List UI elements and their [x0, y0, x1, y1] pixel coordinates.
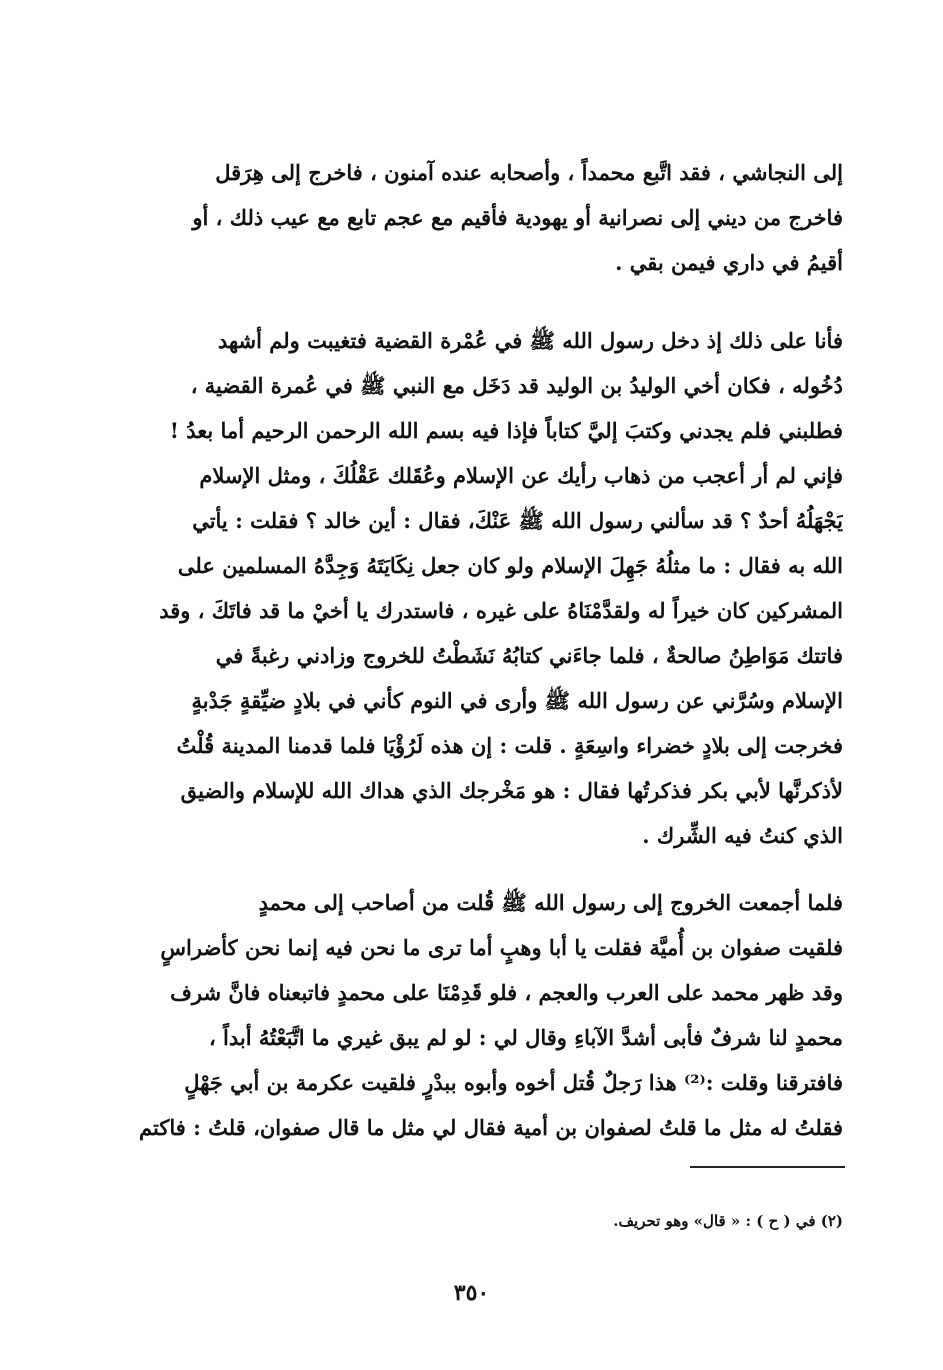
- paragraph-line: إلى النجاشي ، فقد اتَّبع محمداً ، وأصحابه عنده آمنون ، فاخرج إلى هِرَقل: [215, 160, 843, 185]
- paragraph-line: يَجْهَلُهُ أحدٌ ؟ قد سألني رسول الله ﷺ عَنْكَ، فقال : أين خالد ؟ فقلت : يأتي: [192, 508, 843, 533]
- paragraph-line: فلقيت صفوان بن أُميَّة فقلت يا أبا وهبٍ أما ترى ما نحن فيه إنما نحن كأضراسٍ: [160, 935, 843, 960]
- paragraph-line: فقلتُ له مثل ما قلتُ لصفوان بن أمية فقال لي مثل ما قال صفوان، قلتُ : فاكتم: [139, 1115, 843, 1140]
- paragraph-line: فأنا على ذلك إذ دخل رسول الله ﷺ في عُمْرة القضية فتغيبت ولم أشهد: [217, 328, 843, 353]
- paragraph-2: [98, 318, 843, 858]
- paragraph-line: دُخُوله ، فكان أخي الوليدُ بن الوليد قد دَخَل مع النبي ﷺ في عُمرة القضية ،: [190, 373, 843, 398]
- paragraph-line: محمدٍ لنا شرفٌ فأبى أشدَّ الآباءِ وقال لي : لو لم يبق غيري ما اتَّبَعْتُهُ أبداً ،: [208, 1025, 843, 1050]
- paragraph-line: فإني لم أر أعجب من ذهاب رأيك عن الإسلام وعُقَلك عَقْلُكَ ، ومثل الإسلام: [199, 463, 843, 488]
- paragraph-line: المشركين كان خيراً له ولقدَّمْنَاهُ على غيره ، فاستدرك يا أخيْ ما قد فاتَكَ ، وقد: [159, 598, 843, 623]
- paragraph-1: [98, 150, 843, 285]
- page-number: ٣٥٠: [453, 1280, 490, 1306]
- paragraph-line: فاتتك مَوَاطِنُ صالحةٌ ، فلما جاءَني كتابُهُ نَشَطْتُ للخروج وزادني رغبةً في: [215, 643, 843, 668]
- paragraph-line: فلما أجمعت الخروج إلى رسول الله ﷺ قُلت من أصاحب إلى محمدٍ: [258, 890, 843, 915]
- footnote-separator: [690, 1166, 845, 1168]
- paragraph-line: لأذكرنَّها لأبي بكر فذكرتُها فقال : هو مَخْرجك الذي هداك الله للإسلام والضيق: [180, 778, 843, 803]
- paragraph-line: فطلبني فلم يجدني وكتبَ إليَّ كتاباً فإذا فيه بسم الله الرحمن الرحيم أما بعدُ !: [169, 418, 843, 443]
- paragraph-line: فافترقنا وقلت :⁽²⁾ هذا رَجلٌ قُتل أخوه وأبوه ببدْرٍ فلقيت عكرمة بن أبي جَهْلٍ: [184, 1070, 843, 1095]
- footnote: (٢) في ( ح ) : « قال» وهو تحريف.: [613, 1212, 843, 1230]
- paragraph-3: [98, 880, 843, 1150]
- paragraph-line: فاخرج من ديني إلى نصرانية أو يهودية فأقيم مع عجم تابع مع عيب ذلك ، أو: [192, 205, 843, 230]
- paragraph-line: فخرجت إلى بلادٍ خضراء واسِعَةٍ . قلت : إن هذه لَرُؤْيَا فلما قدمنا المدينة قُلْتُ: [176, 733, 843, 758]
- paragraph-line: الإسلام وسُرَّني عن رسول الله ﷺ وأرى في النوم كأني في بلادٍ ضيِّقةٍ جَدْبةٍ: [191, 688, 843, 713]
- paragraph-line: الذي كنتُ فيه الشِّرك .: [642, 823, 843, 848]
- paragraph-line: وقد ظهر محمد على العرب والعجم ، فلو قَدِمْنَا على محمدٍ فاتبعناه فانَّ شرف: [170, 980, 843, 1005]
- paragraph-line: أقيمُ في داري فيمن بقي .: [615, 250, 843, 275]
- paragraph-line: الله به فقال : ما مثلُهُ جَهِلَ الإسلام ولو كان جعل نِكَايَتَهُ وَجِدَّهُ المسلمين على: [177, 553, 843, 578]
